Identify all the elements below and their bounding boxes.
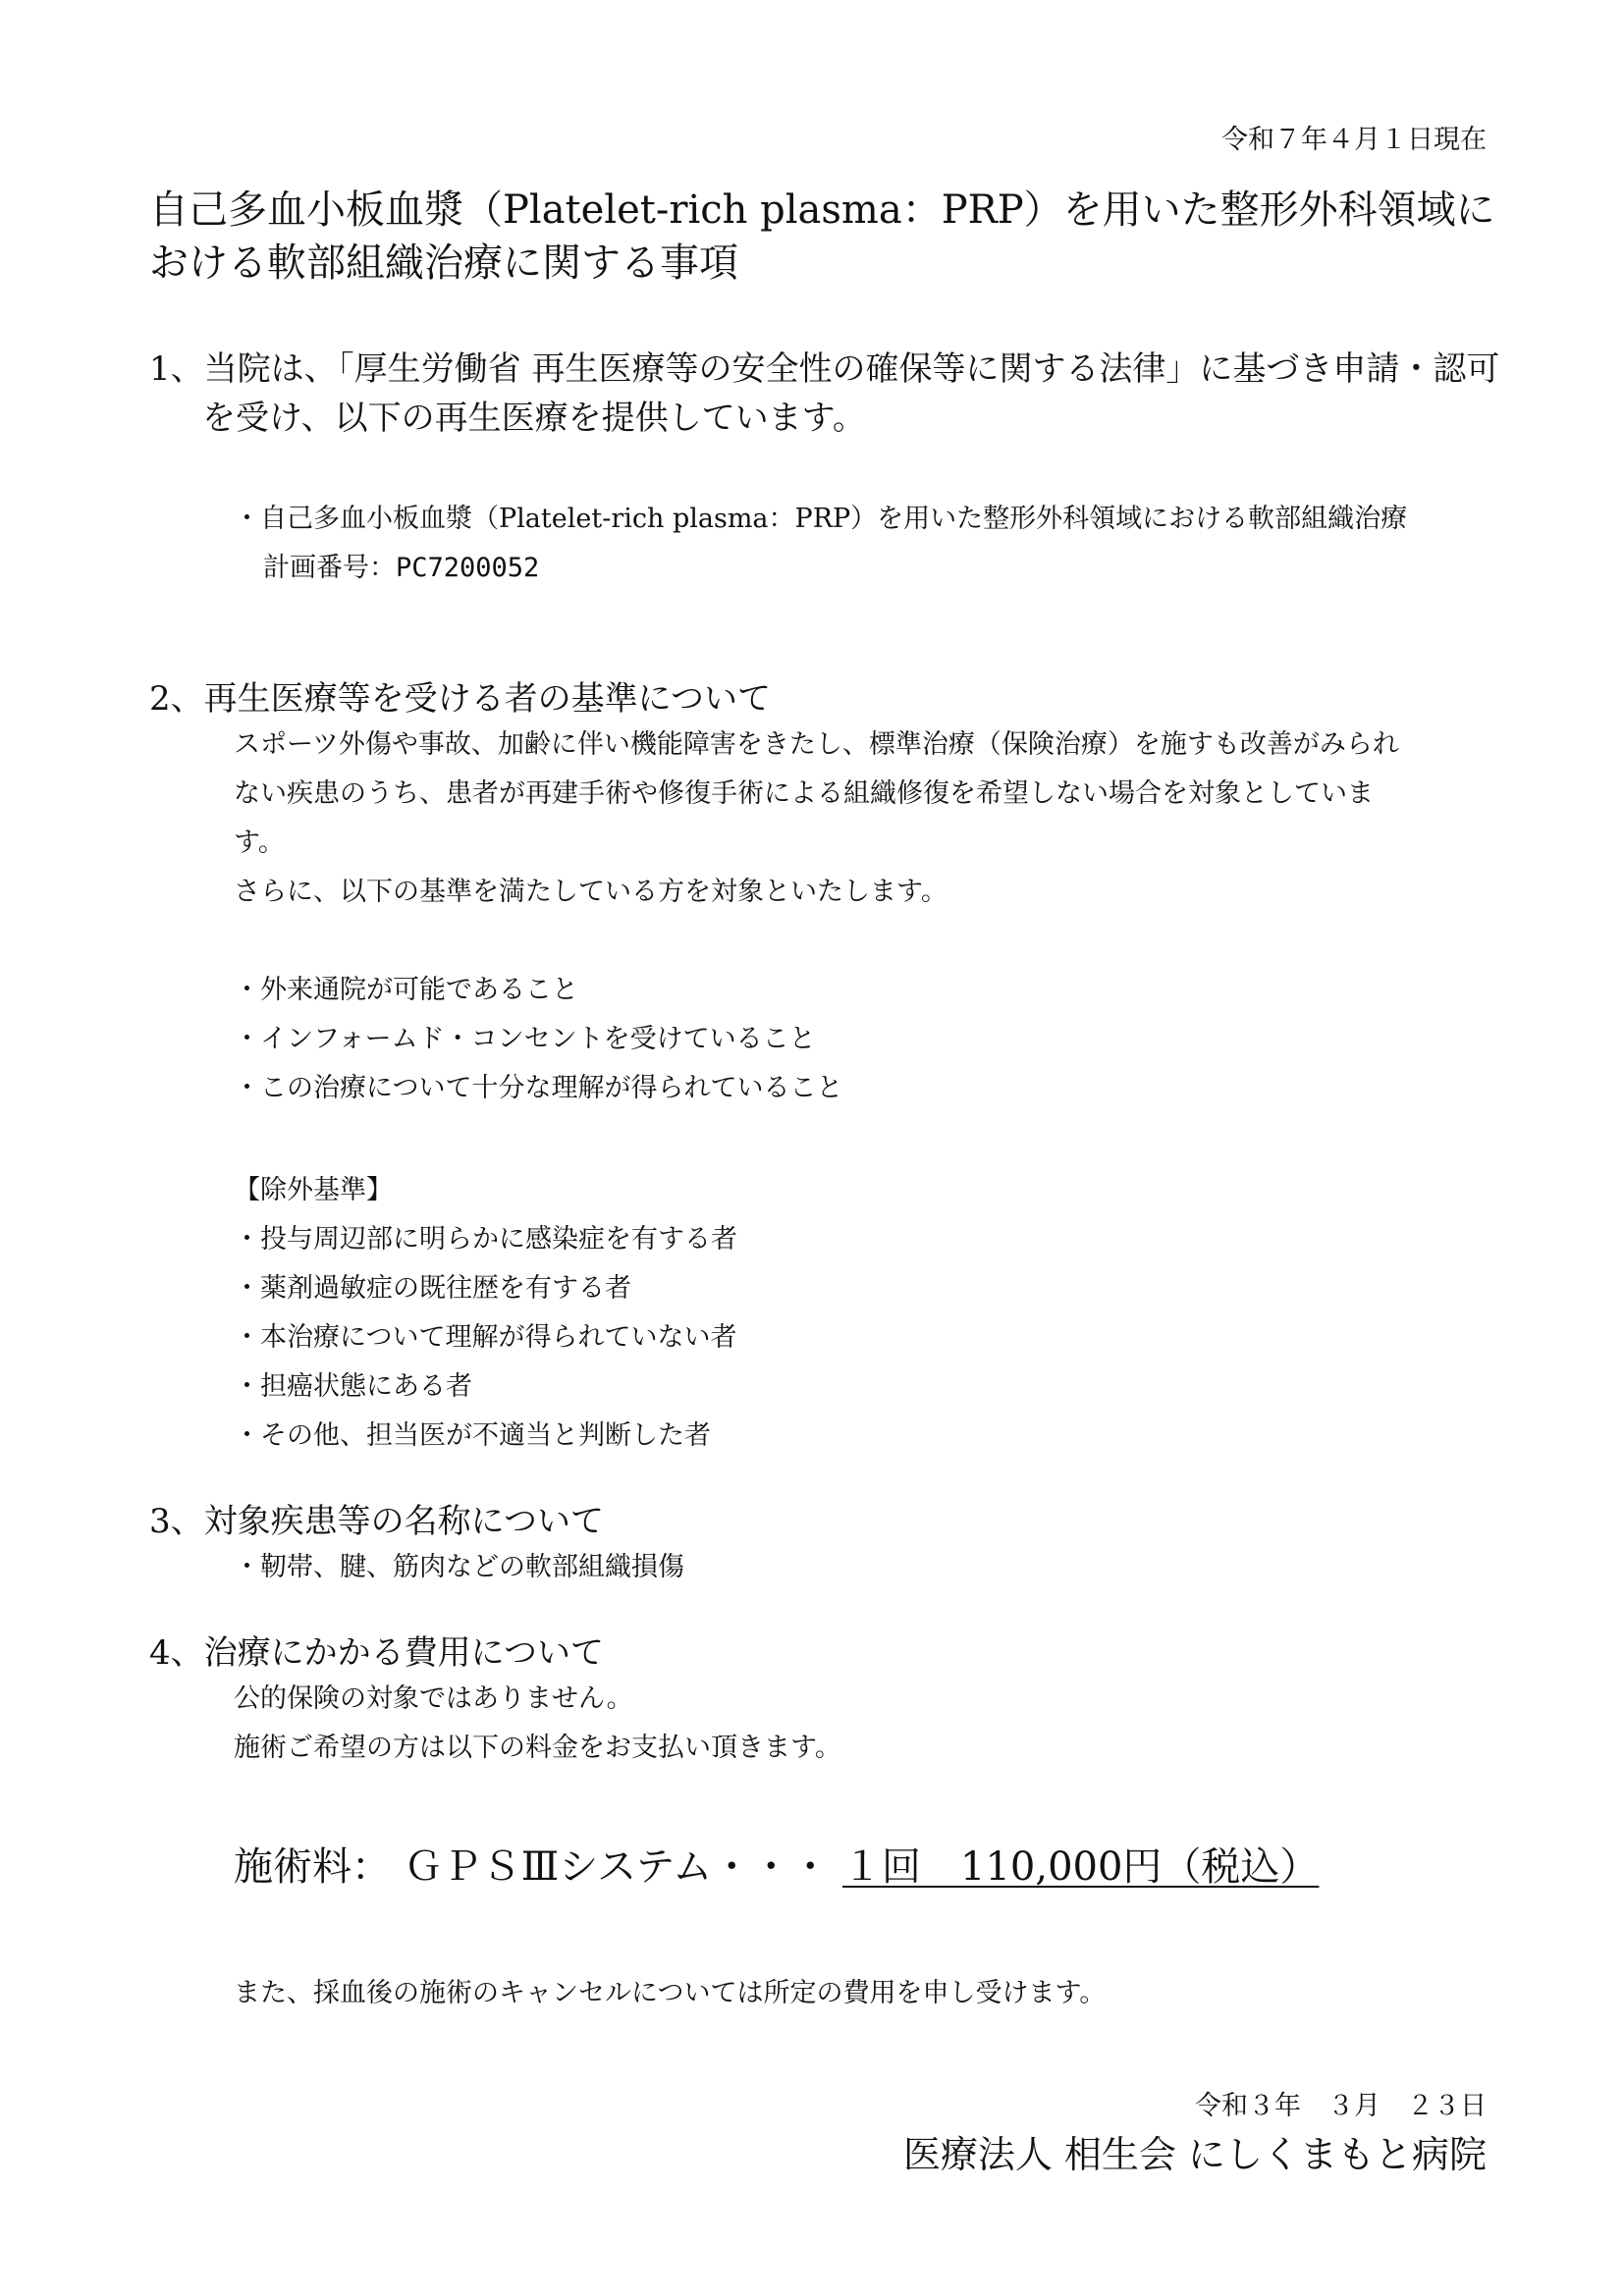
exclusion-item: ・本治療について理解が得られていない者 bbox=[234, 1322, 737, 1353]
cancel-note: また、採血後の施術のキャンセルについては所定の費用を申し受けます。 bbox=[234, 1978, 1107, 2008]
section4-heading: 4、治療にかかる費用について bbox=[149, 1633, 604, 1673]
exclusion-item: ・投与周辺部に明らかに感染症を有する者 bbox=[234, 1224, 737, 1255]
criteria-item: ・この治療について十分な理解が得られていること bbox=[234, 1073, 843, 1103]
section1-heading: 1、当院は、「厚生労働省 再生医療等の安全性の確保等に関する法律」に基づき申請・認可 bbox=[149, 349, 1500, 389]
document-title-line2: おける軟部組織治療に関する事項 bbox=[149, 240, 738, 286]
section3-heading: 3、対象疾患等の名称について bbox=[149, 1502, 604, 1541]
section2-heading: 2、再生医療等を受ける者の基準について bbox=[149, 679, 771, 719]
exclusion-item: ・その他、担当医が不適当と判断した者 bbox=[234, 1420, 711, 1451]
section2-para1-line1: スポーツ外傷や事故、加齢に伴い機能障害をきたし、標準治療（保険治療）を施すも改善がみられ bbox=[234, 729, 1399, 760]
criteria-item: ・インフォームド・コンセントを受けていること bbox=[234, 1024, 816, 1054]
section2-para1-line3: す。 bbox=[234, 828, 285, 858]
section1-treatment-item: ・自己多血小板血漿（Platelet-rich plasma：PRP）を用いた整形外科領域における軟部組織治療 bbox=[234, 504, 1408, 534]
plan-number: 計画番号：PC7200052 bbox=[263, 553, 540, 583]
section3-item: ・靭帯、腱、筋肉などの軟部組織損傷 bbox=[234, 1552, 684, 1582]
section2-para2: さらに、以下の基準を満たしている方を対象といたします。 bbox=[234, 877, 947, 907]
section1-heading-cont: を受け、以下の再生医療を提供しています。 bbox=[202, 399, 866, 438]
section4-line1: 公的保険の対象ではありません。 bbox=[234, 1683, 633, 1714]
exclusion-item: ・薬剤過敏症の既往歴を有する者 bbox=[234, 1273, 631, 1304]
issue-date: 令和３年 ３月 ２３日 bbox=[1195, 2091, 1487, 2121]
section4-line2: 施術ご希望の方は以下の料金をお支払い頂きます。 bbox=[234, 1733, 841, 1763]
section2-para1-line2: ない疾患のうち、患者が再建手術や修復手術による組織修復を希望しない場合を対象としていま bbox=[234, 778, 1374, 809]
fee-line bbox=[234, 1836, 1319, 1892]
fee-label: 施術料： bbox=[234, 1844, 391, 1890]
as-of-date: 令和７年４月１日現在 bbox=[1221, 125, 1487, 155]
document-title-line1: 自己多血小板血漿（Platelet-rich plasma：PRP）を用いた整形外科領域に bbox=[149, 187, 1495, 233]
fee-system: ＧＰＳⅢシステム・・・ bbox=[403, 1844, 831, 1890]
exclusion-item: ・担癌状態にある者 bbox=[234, 1371, 472, 1402]
fee-amount: １回 110,000円（税込） bbox=[842, 1844, 1320, 1890]
exclusion-heading: 【除外基準】 bbox=[234, 1175, 393, 1205]
organization-name: 医療法人 相生会 にしくまもと病院 bbox=[902, 2133, 1487, 2176]
criteria-item: ・外来通院が可能であること bbox=[234, 975, 578, 1005]
